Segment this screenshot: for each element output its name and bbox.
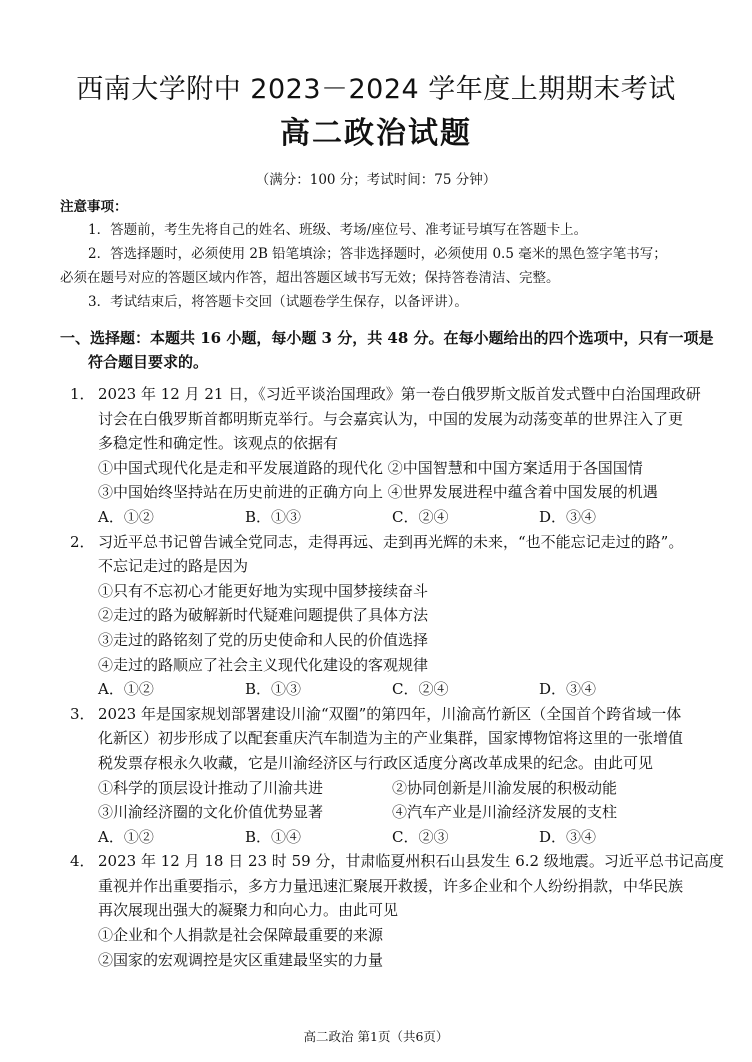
statement-line: ③走过的路铭刻了党的历史使命和人民的价值选择 xyxy=(98,630,429,649)
notice-item: 必须在题号对应的答题区域内作答，超出答题区域书写无效；保持答卷清洁、完整。 xyxy=(60,270,560,286)
notice-item: 3．考试结束后，将答题卡交回（试题卷学生保存，以备评讲）。 xyxy=(88,294,468,310)
option-b: B．①③ xyxy=(245,507,302,526)
question-number: 3． xyxy=(70,704,95,723)
section-heading: 一、选择题：本题共 16 小题，每小题 3 分，共 48 分。在每小题给出的四个选项中，只有一项是符合题目要求的。 xyxy=(60,329,714,371)
question-number: 1． xyxy=(70,385,95,403)
question-text-line: 2023 年 12 月 18 日 23 时 59 分，甘肃临夏州积石山县发生 6.2 级地震。习近平总书记高度 xyxy=(98,852,724,871)
statement-line: ①只有不忘初心才能更好地为实现中国梦接续奋斗 xyxy=(98,581,429,600)
statement-line: ①中国式现代化是走和平发展道路的现代化 ②中国智慧和中国方案适用于各国国情 xyxy=(98,458,643,477)
statement-line: ②走过的路为破解新时代疑难问题提供了具体方法 xyxy=(98,606,429,625)
statement-4: ④汽车产业是川渝经济发展的支柱 xyxy=(392,803,618,822)
notice-heading: 注意事项： xyxy=(60,199,128,215)
option-b: B．①③ xyxy=(245,680,302,699)
question-text-line: 2023 年 12 月 21 日，《习近平谈治国理政》第一卷白俄罗斯文版首发式暨中白治国理政研 xyxy=(98,385,701,403)
option-a: A．①② xyxy=(98,507,154,526)
question-text-line: 税发票存根永久收藏，它是川渝经济区与行政区适度分离改革成果的纪念。由此可见 xyxy=(98,753,654,772)
question-2 xyxy=(70,530,700,702)
exam-title: 西南大学附中 2023－2024 学年度上期期末考试 xyxy=(76,74,676,105)
statement-line: ①企业和个人捐款是社会保障最重要的来源 xyxy=(98,926,384,945)
option-c: C．②④ xyxy=(392,507,449,526)
answer-options xyxy=(98,825,700,850)
option-b: B．①④ xyxy=(245,827,302,846)
option-c: C．②④ xyxy=(392,680,449,699)
statement-line: ②国家的宏观调控是灾区重建最坚实的力量 xyxy=(98,950,384,969)
exam-meta: （满分：100 分；考试时间：75 分钟） xyxy=(255,172,497,188)
page-footer: 高二政治 第1页（共6页） xyxy=(303,1029,449,1044)
question-text-line: 习近平总书记曾告诫全党同志，走得再远、走到再光辉的未来，“也不能忘记走过的路”。 xyxy=(98,532,684,551)
notice-item: 1．答题前，考生先将自己的姓名、班级、考场/座位号、准考证号填写在答题卡上。 xyxy=(88,222,588,238)
question-list xyxy=(70,382,724,972)
option-d: D．③④ xyxy=(539,827,597,846)
option-c: C．②③ xyxy=(392,827,449,846)
answer-options xyxy=(98,505,700,530)
question-number: 4． xyxy=(70,852,95,871)
question-text-line: 化新区）初步形成了以配套重庆汽车制造为主的产业集群，国家博物馆将这里的一张增值 xyxy=(98,729,684,748)
option-a: A．①② xyxy=(98,827,154,846)
question-1 xyxy=(70,382,700,530)
question-text-line: 2023 年是国家规划部署建设川渝“双圈”的第四年，川渝高竹新区（全国首个跨省域一体 xyxy=(98,704,682,723)
notice-item: 2．答选择题时，必须使用 2B 铅笔填涂；答非选择题时，必须使用 0.5 毫米的黑色签字笔书写； xyxy=(88,246,667,262)
statement-3: ③川渝经济圈的文化价值优势显著 xyxy=(98,803,324,822)
question-text-line: 多稳定性和确定性。该观点的依据有 xyxy=(98,434,339,453)
question-text-line: 重视并作出重要指示，多方力量迅速汇聚展开救援，许多企业和个人纷纷捐款，中华民族 xyxy=(98,876,684,895)
statement-line: ④走过的路顺应了社会主义现代化建设的客观规律 xyxy=(98,655,429,674)
question-text-line: 讨会在白俄罗斯首都明斯克举行。与会嘉宾认为，中国的发展为动荡变革的世界注入了更 xyxy=(98,409,684,428)
option-a: A．①② xyxy=(98,680,154,699)
subject-title: 高二政治试题 xyxy=(280,116,472,151)
statement-2: ②协同创新是川渝发展的积极动能 xyxy=(392,778,618,797)
option-d: D．③④ xyxy=(539,680,597,699)
answer-options xyxy=(98,677,700,702)
question-4 xyxy=(70,849,724,972)
question-3 xyxy=(70,702,700,850)
statement-line: ③中国始终坚持站在历史前进的正确方向上 ④世界发展进程中蕴含着中国发展的机遇 xyxy=(98,483,658,502)
question-number: 2． xyxy=(70,532,95,551)
option-d: D．③④ xyxy=(539,507,597,526)
question-text-line: 再次展现出强大的凝聚力和向心力。由此可见 xyxy=(98,901,399,920)
notice-list xyxy=(60,218,700,314)
question-text-line: 不忘记走过的路是因为 xyxy=(98,557,249,576)
statement-pair xyxy=(98,776,700,801)
statement-1: ①科学的顶层设计推动了川渝共进 xyxy=(98,778,324,797)
statement-pair xyxy=(98,800,700,825)
